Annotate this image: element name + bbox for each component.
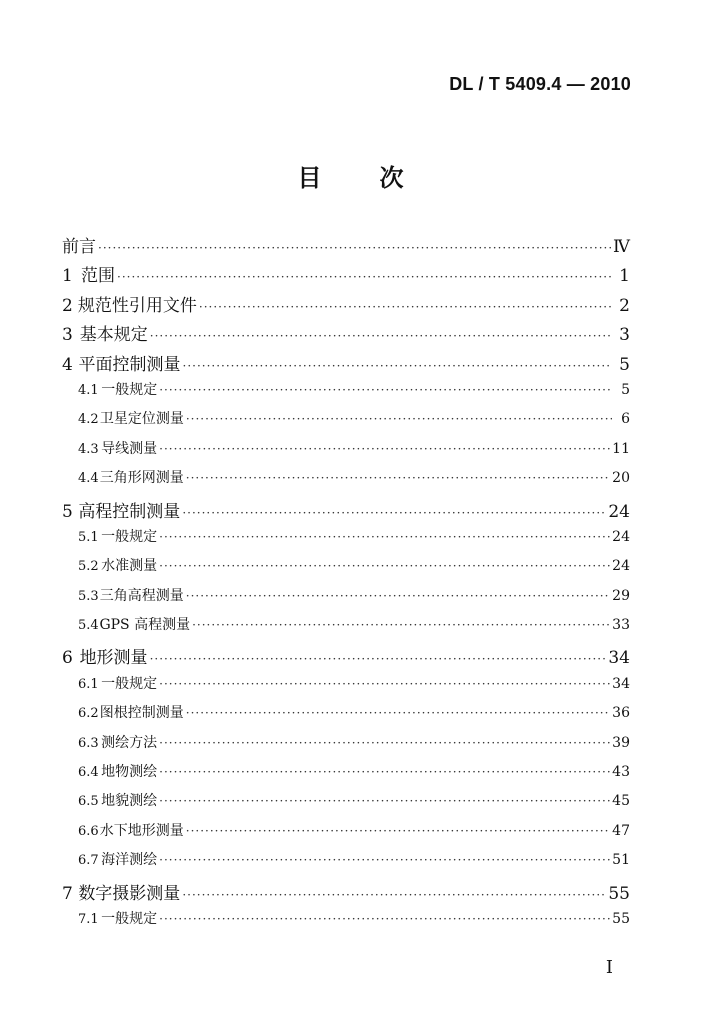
toc-entry-page: 36 xyxy=(612,705,630,722)
toc-entry-number: 6.3 xyxy=(78,735,99,751)
dot-leader xyxy=(192,618,610,632)
toc-entry-page: 24 xyxy=(612,558,630,575)
toc-entry-page: 20 xyxy=(612,470,630,487)
toc-entry-label: GPS 高程测量 xyxy=(99,617,191,634)
toc-entry[interactable] xyxy=(62,291,630,320)
toc-entry-page: 6 xyxy=(621,411,630,428)
toc-entry-page: 11 xyxy=(612,440,630,457)
toc-entry[interactable] xyxy=(62,643,630,672)
toc-entry-label: 三角高程测量 xyxy=(99,587,184,604)
toc-entry-number: 5 xyxy=(62,501,73,522)
dot-leader xyxy=(186,589,610,603)
toc-entry-number: 6 xyxy=(62,648,73,669)
toc-entry[interactable] xyxy=(62,232,630,261)
toc-entry[interactable] xyxy=(62,497,630,526)
toc-entry-label: 水准测量 xyxy=(101,558,158,575)
toc-entry-page: 24 xyxy=(612,528,630,545)
toc-subentry[interactable] xyxy=(62,467,630,496)
toc-entry-number: 6.5 xyxy=(78,794,99,810)
dot-leader xyxy=(159,853,610,867)
toc-entry-page: 33 xyxy=(612,617,630,634)
toc-subentry[interactable] xyxy=(62,732,630,761)
page-number: I xyxy=(605,957,613,978)
toc-subentry[interactable] xyxy=(62,408,630,437)
toc-entry-page: 55 xyxy=(612,910,630,927)
toc-entry[interactable] xyxy=(62,350,630,379)
dot-leader xyxy=(159,765,610,779)
toc-entry-number: 6.1 xyxy=(78,676,99,692)
dot-leader xyxy=(159,677,610,691)
toc-entry-number: 5.4 xyxy=(78,618,99,634)
toc-entry-page: 34 xyxy=(612,675,630,692)
toc-entry-label: 一般规定 xyxy=(101,910,158,927)
toc-entry-number: 4.4 xyxy=(78,471,99,487)
toc-subentry[interactable] xyxy=(62,908,630,937)
toc-entry-number: 1 xyxy=(62,266,73,287)
toc-entry-label: 地形测量 xyxy=(79,648,148,669)
toc-subentry[interactable] xyxy=(62,761,630,790)
page-title: 目次 xyxy=(297,164,462,192)
dot-leader xyxy=(98,241,611,255)
dot-leader xyxy=(159,736,610,750)
toc-entry-number: 4.2 xyxy=(78,412,99,428)
dot-leader xyxy=(159,559,610,573)
toc-subentry[interactable] xyxy=(62,849,630,878)
dot-leader xyxy=(182,888,606,902)
toc-entry-number: 5.2 xyxy=(78,559,99,575)
toc-entry-page: 24 xyxy=(608,501,630,522)
toc-entry-number: 4.3 xyxy=(78,441,99,457)
toc-entry-label: 卫星定位测量 xyxy=(99,411,184,428)
toc-entry-label: 数字摄影测量 xyxy=(78,883,181,904)
toc-entry-label: 基本规定 xyxy=(79,325,148,346)
toc-entry-page: 47 xyxy=(612,822,630,839)
toc-entry-page: 45 xyxy=(612,793,630,810)
toc-subentry[interactable] xyxy=(62,702,630,731)
toc-entry-label: 一般规定 xyxy=(101,528,158,545)
dot-leader xyxy=(186,706,610,720)
toc-subentry[interactable] xyxy=(62,673,630,702)
table-of-contents xyxy=(62,232,630,937)
toc-entry-page: 29 xyxy=(612,587,630,604)
toc-entry-page: 3 xyxy=(619,325,630,346)
toc-subentry[interactable] xyxy=(62,526,630,555)
toc-entry[interactable] xyxy=(62,879,630,908)
toc-subentry[interactable] xyxy=(62,438,630,467)
toc-entry-number: 3 xyxy=(62,325,73,346)
toc-entry-page: 1 xyxy=(619,266,630,287)
toc-entry-page: 5 xyxy=(619,354,630,375)
dot-leader xyxy=(182,506,606,520)
toc-entry-page: 5 xyxy=(621,381,630,398)
toc-entry-label: 一般规定 xyxy=(101,381,158,398)
toc-subentry[interactable] xyxy=(62,585,630,614)
standard-code: DL / T 5409.4 — 2010 xyxy=(449,74,631,94)
toc-subentry[interactable] xyxy=(62,790,630,819)
dot-leader xyxy=(159,442,610,456)
toc-entry-page: Ⅳ xyxy=(613,237,630,257)
toc-entry-label: 范围 xyxy=(81,266,116,287)
toc-entry-number: 7 xyxy=(62,883,73,904)
dot-leader xyxy=(199,300,612,314)
dot-leader xyxy=(183,359,612,373)
dot-leader xyxy=(186,412,612,426)
toc-entry-page: 2 xyxy=(619,295,630,316)
toc-entry-label: 水下地形测量 xyxy=(99,822,184,839)
toc-subentry[interactable] xyxy=(62,614,630,643)
toc-entry-number: 4 xyxy=(62,354,73,375)
toc-entry-label: 图根控制测量 xyxy=(99,705,184,722)
toc-entry-label: 规范性引用文件 xyxy=(77,295,197,316)
dot-leader xyxy=(117,270,612,284)
dot-leader xyxy=(186,824,610,838)
toc-subentry[interactable] xyxy=(62,379,630,408)
toc-entry-page: 43 xyxy=(612,764,630,781)
toc-entry-number: 4.1 xyxy=(78,382,99,398)
toc-entry-page: 39 xyxy=(612,734,630,751)
toc-entry[interactable] xyxy=(62,261,630,290)
dot-leader xyxy=(159,383,612,397)
toc-entry[interactable] xyxy=(62,320,630,349)
toc-entry-number: 5.3 xyxy=(78,588,99,604)
toc-subentry[interactable] xyxy=(62,555,630,584)
toc-entry-number: 6.6 xyxy=(78,823,99,839)
toc-entry-page: 51 xyxy=(612,852,630,869)
toc-entry-label: 平面控制测量 xyxy=(78,354,181,375)
dot-leader xyxy=(159,530,610,544)
toc-entry-label: 导线测量 xyxy=(101,440,158,457)
toc-entry-page: 34 xyxy=(608,648,630,669)
toc-entry-label: 一般规定 xyxy=(101,675,158,692)
toc-entry-number: 6.4 xyxy=(78,765,99,781)
toc-entry-number: 5.1 xyxy=(78,529,99,545)
toc-entry-page: 55 xyxy=(608,883,630,904)
toc-entry-label: 地物测绘 xyxy=(101,764,158,781)
dot-leader xyxy=(150,329,612,343)
dot-leader xyxy=(186,471,610,485)
dot-leader xyxy=(159,794,610,808)
toc-entry-label: 高程控制测量 xyxy=(78,501,181,522)
toc-entry-number: 2 xyxy=(62,295,73,316)
toc-entry-label: 三角形网测量 xyxy=(99,470,184,487)
toc-entry-number: 6.7 xyxy=(78,853,99,869)
toc-entry-number: 6.2 xyxy=(78,706,99,722)
dot-leader xyxy=(150,652,607,666)
dot-leader xyxy=(159,912,610,926)
toc-entry-label: 海洋测绘 xyxy=(101,852,158,869)
toc-entry-label: 测绘方法 xyxy=(101,734,158,751)
toc-entry-label: 前言 xyxy=(62,237,96,257)
toc-subentry[interactable] xyxy=(62,820,630,849)
toc-entry-label: 地貌测绘 xyxy=(101,793,158,810)
toc-entry-number: 7.1 xyxy=(78,911,99,927)
